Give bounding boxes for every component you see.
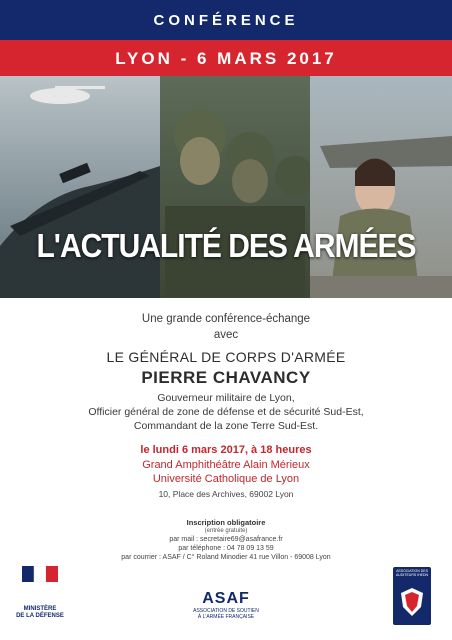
registration-subtitle: (entrée gratuite) [204,528,248,534]
shield-icon [400,587,424,617]
ihedn-badge [393,567,431,625]
french-flag-icon [22,566,58,582]
asaf-name: ASAF [202,590,250,607]
ministry-logo [14,566,66,626]
ministry-label-1: MINISTÈRE [23,606,57,612]
ihedn-badge-text: ASSOCIATION DES AUDITEURS IHEDN [395,569,429,577]
asaf-logo [190,590,262,620]
registration-email[interactable]: par mail : secretaire69@asafrance.fr [169,536,283,543]
asaf-sub-1: ASSOCIATION DE SOUTIEN [193,608,259,614]
speaker-role-3: Commandant de la zone Terre Sud-Est. [133,420,319,432]
speaker-name: PIERRE CHAVANCY [141,368,311,387]
header-location-date: LYON - 6 MARS 2017 [115,49,337,68]
ministry-label-2: DE LA DÉFENSE [16,613,64,619]
registration-post: par courrier : ASAF / C° Roland Minodier 41 rue Villon - 69008 Lyon [121,554,331,561]
venue-address: 10, Place des Archives, 69002 Lyon [158,489,294,499]
registration-title: Inscription obligatoire [186,518,266,527]
asaf-sub-2: À L'ARMÉE FRANÇAISE [197,614,255,620]
registration-phone[interactable]: par téléphone : 04 78 09 13 59 [178,545,274,552]
speaker-rank: LE GÉNÉRAL DE CORPS D'ARMÉE [106,349,346,365]
event-date-time: le lundi 6 mars 2017, à 18 heures [140,444,312,456]
intro-line-2: avec [213,329,239,341]
venue-line-2: Université Catholique de Lyon [152,473,300,485]
hero-headline: L'ACTUALITÉ DES ARMÉES [36,228,416,265]
venue-line-1: Grand Amphithéâtre Alain Mérieux [142,459,310,471]
speaker-role-1: Gouverneur militaire de Lyon, [157,392,295,404]
intro-line-1: Une grande conférence-échange [141,313,311,325]
header-kicker: CONFÉRENCE [153,12,299,29]
speaker-role-2: Officier général de zone de défense et de sécurité Sud-Est, [88,406,364,418]
